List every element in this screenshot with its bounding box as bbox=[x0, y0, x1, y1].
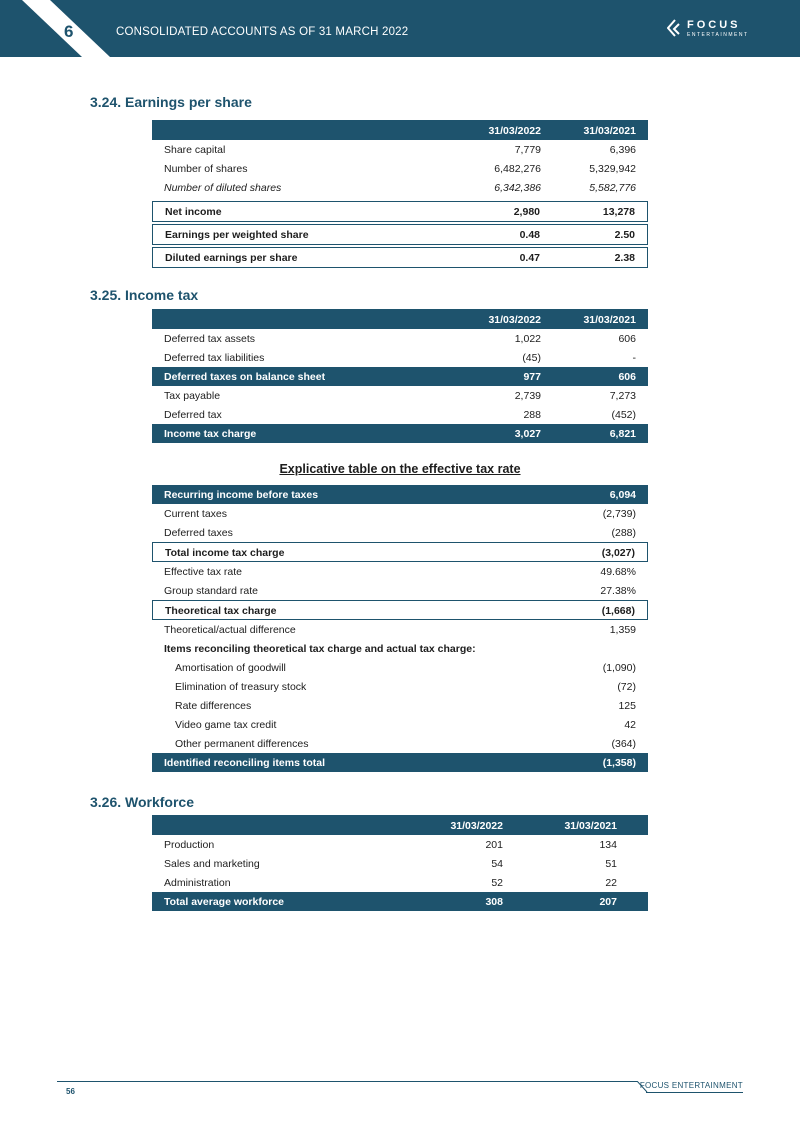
cell-value: (3,027) bbox=[601, 547, 635, 559]
page-number: 56 bbox=[66, 1087, 75, 1096]
cell-value: 308 bbox=[485, 896, 503, 908]
table-row bbox=[152, 224, 648, 245]
table-row bbox=[152, 892, 648, 911]
cell-value: (45) bbox=[522, 352, 541, 364]
section-title-income-tax: 3.25. Income tax bbox=[90, 287, 199, 303]
effective-tax-table bbox=[152, 485, 648, 772]
cell-value: 7,273 bbox=[609, 390, 636, 402]
chapter-tab bbox=[0, 0, 110, 57]
row-label: Group standard rate bbox=[164, 585, 258, 597]
cell-value: 6,396 bbox=[609, 144, 636, 156]
row-label: Total income tax charge bbox=[165, 547, 285, 559]
row-label: Earnings per weighted share bbox=[165, 229, 309, 241]
cell-value: 1,359 bbox=[609, 624, 636, 636]
table-row bbox=[152, 715, 648, 734]
cell-value: 207 bbox=[599, 896, 617, 908]
table-header bbox=[152, 815, 648, 835]
logo-subtitle: ENTERTAINMENT bbox=[687, 32, 749, 38]
table-row bbox=[152, 658, 648, 677]
cell-value: 42 bbox=[624, 719, 636, 731]
section-title-workforce: 3.26. Workforce bbox=[90, 794, 195, 810]
cell-value: 125 bbox=[618, 700, 636, 712]
row-label: Sales and marketing bbox=[164, 858, 260, 870]
cell-value: 288 bbox=[523, 409, 541, 421]
cell-value: 606 bbox=[618, 333, 636, 345]
table-row bbox=[152, 485, 648, 504]
table-row bbox=[152, 562, 648, 581]
table-row bbox=[152, 504, 648, 523]
row-label: Number of diluted shares bbox=[164, 182, 282, 194]
chapter-number: 6 bbox=[64, 22, 74, 41]
cell-value: (288) bbox=[611, 527, 636, 539]
row-label: Production bbox=[164, 839, 215, 851]
column-header: 31/03/2021 bbox=[583, 125, 636, 137]
table-row bbox=[152, 600, 648, 620]
cell-value: 6,094 bbox=[609, 489, 636, 501]
row-label: Share capital bbox=[164, 144, 226, 156]
row-label: Administration bbox=[164, 877, 231, 889]
row-label: Rate differences bbox=[175, 700, 252, 712]
eps-table bbox=[152, 120, 648, 268]
cell-value: (72) bbox=[617, 681, 636, 693]
table-row bbox=[152, 696, 648, 715]
table-row bbox=[152, 581, 648, 600]
row-label: Other permanent differences bbox=[175, 738, 309, 750]
row-label: Items reconciling theoretical tax charge and actual tax charge: bbox=[164, 643, 476, 655]
cell-value: 2.38 bbox=[614, 252, 635, 264]
table-row bbox=[152, 523, 648, 542]
row-label: Theoretical tax charge bbox=[165, 605, 277, 617]
cell-value: 54 bbox=[491, 858, 503, 870]
row-label: Number of shares bbox=[164, 163, 248, 175]
table-row bbox=[152, 140, 648, 159]
focus-logo-icon bbox=[667, 19, 683, 39]
table-row bbox=[152, 201, 648, 222]
row-label: Effective tax rate bbox=[164, 566, 243, 578]
column-header: 31/03/2021 bbox=[583, 314, 636, 326]
cell-value: 6,342,386 bbox=[494, 182, 541, 194]
column-header: 31/03/2022 bbox=[488, 125, 541, 137]
footer-divider bbox=[646, 1092, 743, 1093]
table-row bbox=[152, 542, 648, 562]
cell-value: (1,668) bbox=[601, 605, 635, 617]
cell-value: 6,821 bbox=[609, 428, 636, 440]
row-label: Recurring income before taxes bbox=[164, 489, 319, 501]
cell-value: 2,739 bbox=[514, 390, 541, 402]
cell-value: 5,329,942 bbox=[589, 163, 636, 175]
cell-value: 201 bbox=[485, 839, 503, 851]
cell-value: 51 bbox=[605, 858, 617, 870]
table-row bbox=[152, 329, 648, 348]
effective-tax-title: Explicative table on the effective tax rate bbox=[279, 462, 521, 476]
row-label: Deferred tax assets bbox=[164, 333, 256, 345]
column-header: 31/03/2022 bbox=[488, 314, 541, 326]
table-row bbox=[152, 620, 648, 639]
row-label: Deferred tax bbox=[164, 409, 222, 421]
table-row bbox=[152, 405, 648, 424]
row-label: Amortisation of goodwill bbox=[175, 662, 286, 674]
table-row bbox=[152, 734, 648, 753]
row-label: Deferred taxes bbox=[164, 527, 233, 539]
cell-value: (1,090) bbox=[602, 662, 636, 674]
table-row bbox=[152, 386, 648, 405]
table-row bbox=[152, 873, 648, 892]
cell-value: 1,022 bbox=[514, 333, 541, 345]
workforce-table bbox=[152, 815, 648, 911]
section-title-eps: 3.24. Earnings per share bbox=[90, 94, 252, 110]
cell-value: - bbox=[632, 352, 636, 364]
cell-value: 5,582,776 bbox=[589, 182, 636, 194]
table-row bbox=[152, 348, 648, 367]
row-label: Income tax charge bbox=[164, 428, 257, 440]
column-header: 31/03/2021 bbox=[564, 820, 617, 832]
cell-value: (2,739) bbox=[602, 508, 636, 520]
cell-value: 2.50 bbox=[614, 229, 635, 241]
table-row bbox=[152, 835, 648, 854]
cell-value: 7,779 bbox=[514, 144, 541, 156]
cell-value: (364) bbox=[611, 738, 636, 750]
row-label: Total average workforce bbox=[164, 896, 285, 908]
table-row bbox=[152, 424, 648, 443]
row-label: Diluted earnings per share bbox=[165, 252, 298, 264]
table-row bbox=[152, 367, 648, 386]
cell-value: 3,027 bbox=[514, 428, 541, 440]
footer-divider bbox=[57, 1081, 637, 1082]
page-header bbox=[0, 0, 800, 57]
row-label: Identified reconciling items total bbox=[164, 757, 326, 769]
cell-value: 0.48 bbox=[519, 229, 540, 241]
cell-value: (452) bbox=[611, 409, 636, 421]
row-label: Video game tax credit bbox=[175, 719, 277, 731]
logo-name: FOCUS bbox=[687, 19, 741, 31]
income-tax-table bbox=[152, 309, 648, 443]
cell-value: 27.38% bbox=[600, 585, 636, 597]
footer-brand: FOCUS ENTERTAINMENT bbox=[639, 1081, 743, 1090]
row-label: Deferred taxes on balance sheet bbox=[164, 371, 326, 383]
cell-value: 13,278 bbox=[602, 206, 635, 218]
cell-value: 22 bbox=[605, 877, 617, 889]
cell-value: 0.47 bbox=[519, 252, 540, 264]
table-row bbox=[152, 854, 648, 873]
table-row bbox=[152, 159, 648, 178]
row-label: Deferred tax liabilities bbox=[164, 352, 265, 364]
row-label: Net income bbox=[165, 206, 222, 218]
row-label: Theoretical/actual difference bbox=[164, 624, 296, 636]
header-title: CONSOLIDATED ACCOUNTS AS OF 31 MARCH 2022 bbox=[116, 26, 409, 38]
cell-value: 134 bbox=[599, 839, 617, 851]
cell-value: 52 bbox=[491, 877, 503, 889]
cell-value: 2,980 bbox=[513, 206, 540, 218]
column-header: 31/03/2022 bbox=[450, 820, 503, 832]
row-label: Current taxes bbox=[164, 508, 228, 520]
cell-value: 977 bbox=[523, 371, 541, 383]
table-row bbox=[152, 639, 648, 658]
table-row bbox=[152, 677, 648, 696]
cell-value: 49.68% bbox=[600, 566, 636, 578]
table-header bbox=[152, 120, 648, 140]
table-row bbox=[152, 178, 648, 197]
row-label: Elimination of treasury stock bbox=[175, 681, 307, 693]
focus-logo bbox=[667, 19, 747, 41]
cell-value: 606 bbox=[618, 371, 636, 383]
table-row bbox=[152, 247, 648, 268]
table-row bbox=[152, 753, 648, 772]
cell-value: 6,482,276 bbox=[494, 163, 541, 175]
row-label: Tax payable bbox=[164, 390, 221, 402]
cell-value: (1,358) bbox=[602, 757, 636, 769]
table-header bbox=[152, 309, 648, 329]
